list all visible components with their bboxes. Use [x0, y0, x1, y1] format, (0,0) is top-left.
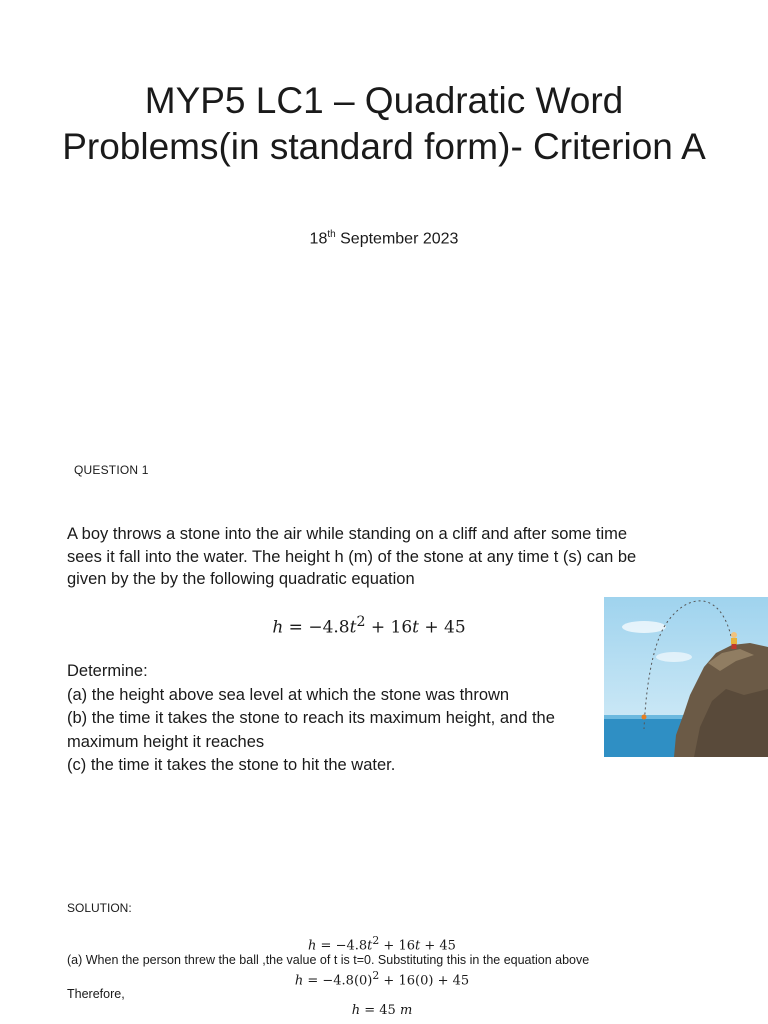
- result-equation: h = 45 m: [351, 1003, 413, 1018]
- determine-part-a: (a) the height above sea level at which the stone was thrown: [67, 685, 510, 704]
- sol-eq-pow: 2: [372, 934, 380, 947]
- solution-part-a-text: (a) When the person threw the ball ,the value of t is t=0. Substituting this in the equation above: [67, 953, 590, 967]
- stone-splash: [642, 715, 647, 720]
- eq-pow: 2: [356, 614, 366, 630]
- date-suffix: th: [327, 229, 336, 240]
- determine-list: [67, 660, 627, 778]
- determine-label: Determine:: [67, 662, 148, 680]
- question-label: QUESTION 1: [74, 463, 149, 477]
- determine-part-b-cont: maximum height it reaches: [67, 732, 265, 751]
- sub-t0-2: (0): [415, 973, 434, 989]
- sol-eq-c: + 45: [424, 938, 456, 954]
- page-title: MYP5 LC1 – Quadratic Word Problems(in standard form)- Criterion A: [62, 80, 706, 167]
- therefore-text: Therefore,: [67, 987, 125, 1001]
- sol-eq-a: −4.8: [335, 938, 368, 954]
- eq-c: + 45: [424, 617, 466, 638]
- sol-eq-b: + 16: [383, 938, 415, 954]
- determine-part-b: (b) the time it takes the stone to reach its maximum height, and the: [67, 709, 555, 727]
- sub-t0: (0): [353, 973, 373, 989]
- eq-b: + 16: [370, 617, 413, 638]
- boy-body: [731, 638, 737, 644]
- quadratic-equation: $h = -4.8t^2 + 16t + 45$: [272, 614, 466, 638]
- boy-figure: [731, 632, 737, 649]
- date-rest: September 2023: [335, 230, 459, 248]
- problem-statement: A boy throws a stone into the air while standing on a cliff and after some time sees it fall into the water. The height h (m) of the stone at any time t (s) can be given by the by the following quadratic equation: [67, 525, 637, 588]
- document-date: [0, 229, 768, 248]
- substitution-equation: $h = -4.8(0)^2 + 16(0) + 45$: [294, 969, 470, 989]
- boy-legs: [732, 644, 737, 649]
- cloud: [622, 621, 666, 633]
- solution-label: SOLUTION:: [67, 901, 132, 915]
- sub-b: + 16: [383, 973, 415, 989]
- eq-lhs: h: [272, 617, 284, 638]
- eq-var-2: t: [412, 617, 419, 638]
- sol-eq-var-2: t: [415, 938, 421, 954]
- date-day: 18: [309, 230, 328, 248]
- cloud: [656, 652, 692, 662]
- sub-lhs: h: [294, 973, 304, 989]
- result-unit: m: [399, 1003, 413, 1018]
- boy-head: [731, 632, 737, 638]
- solution-equation: $h = -4.8t^2 + 16t + 45$: [308, 934, 456, 954]
- result-lhs: h: [351, 1003, 361, 1018]
- sol-eq-lhs: h: [308, 938, 317, 954]
- sub-pow: 2: [372, 969, 380, 982]
- cliff-illustration: [604, 597, 768, 757]
- eq-var-1: t: [349, 617, 357, 638]
- eq-a: −4.8: [308, 617, 350, 638]
- sol-eq-var-1: t: [367, 938, 373, 954]
- determine-part-c: (c) the time it takes the stone to hit the water.: [67, 756, 396, 774]
- sub-a: −4.8: [322, 973, 354, 989]
- sub-c: + 45: [437, 973, 470, 989]
- result-value: 45: [379, 1003, 396, 1018]
